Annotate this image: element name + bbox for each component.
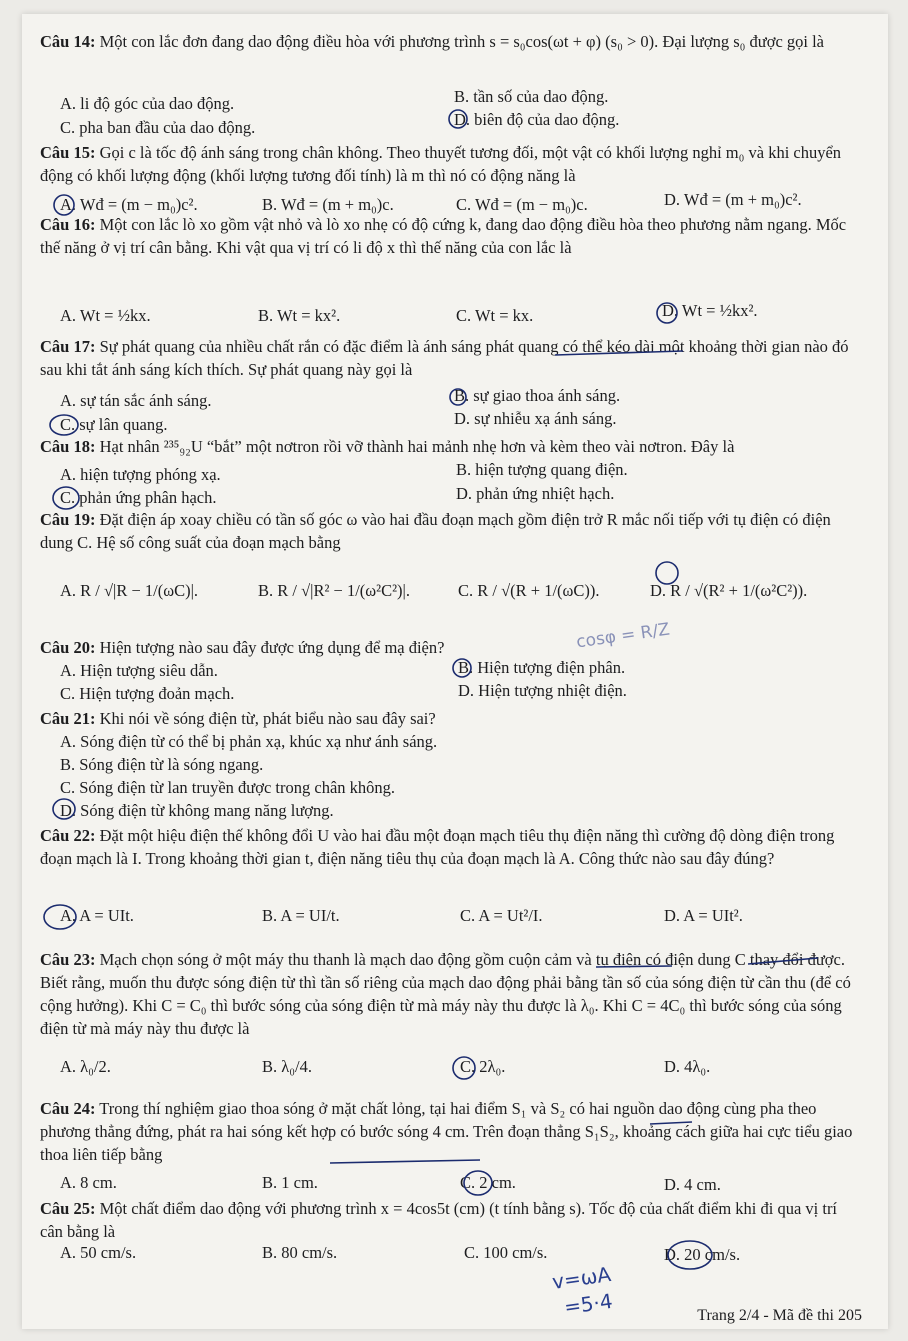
- question-number: Câu 16:: [40, 215, 96, 234]
- option-d: D. sự nhiễu xạ ánh sáng.: [454, 409, 617, 428]
- question-21: [40, 707, 860, 730]
- option-a: A. Sóng điện từ có thể bị phản xạ, khúc xạ như ánh sáng.: [60, 732, 438, 751]
- question-15: [40, 141, 860, 187]
- question-stem: Câu 18: Hạt nhân ²³⁵₉₂U “bắt” một nơtron rồi vỡ thành hai mảnh nhẹ hơn và kèm theo vài nơtron. Đây là: [40, 437, 735, 456]
- question-number: Câu 17:: [40, 337, 96, 356]
- option-d: D. phản ứng nhiệt hạch.: [456, 484, 615, 503]
- option-b: B. Hiện tượng điện phân.: [458, 658, 626, 677]
- option-d: D. Wđ = (m + m₀)c².: [664, 190, 802, 209]
- option-b: B. tần số của dao động.: [454, 87, 609, 106]
- option-a: A. A = UIt.: [60, 906, 134, 925]
- question-25: [40, 1197, 860, 1243]
- page-footer: Trang 2/4 - Mã đề thi 205: [697, 1307, 862, 1324]
- option-a: A. 50 cm/s.: [60, 1243, 137, 1262]
- option-d: D. Sóng điện từ không mang năng lượng.: [60, 801, 334, 820]
- question-19: [40, 508, 860, 554]
- question-stem: Câu 23: Mạch chọn sóng ở một máy thu thanh là mạch dao động gồm cuộn cảm và tụ điện có điện dung C thay đổi được. Biết rằng, muốn thu được sóng điện từ thì tần số riêng của mạch dao động phải bằng tần số của sóng điện từ cần thu (để có cộng hưởng). Khi C = C₀ thì bước sóng của sóng điện từ mà máy này thu được là λ₀. Khi C = 4C₀ thì bước sóng của sóng điện từ mà máy này thu được là: [40, 950, 851, 1038]
- option-b: B. Sóng điện từ là sóng ngang.: [60, 755, 264, 774]
- option-a: A. sự tán sắc ánh sáng.: [60, 391, 212, 410]
- option-d: D. A = UIt².: [664, 906, 743, 925]
- question-20: [40, 636, 860, 659]
- option-c: C. Wt = kx.: [456, 306, 534, 325]
- question-stem: Câu 21: Khi nói về sóng điện từ, phát biểu nào sau đây sai?: [40, 709, 436, 728]
- option-a: A. λ₀/2.: [60, 1057, 111, 1076]
- question-stem: Câu 14: Một con lắc đơn đang dao động điều hòa với phương trình s = s₀cos(ωt + φ) (s₀ > 0). Đại lượng s₀ được gọi là: [40, 32, 825, 51]
- option-c: C. phản ứng phân hạch.: [60, 488, 217, 507]
- option-d: D. biên độ của dao động.: [454, 110, 620, 129]
- option-a: A. R / √|R − 1/(ωC)|.: [60, 581, 199, 600]
- question-stem: Câu 22: Đặt một hiệu điện thế không đổi U vào hai đầu một đoạn mạch tiêu thụ điện năng thì cường độ dòng điện trong đoạn mạch là I. Trong khoảng thời gian t, điện năng tiêu thụ của đoạn mạch là A. Công thức nào sau đây đúng?: [40, 826, 835, 868]
- handwritten-note-velocity: v=ωA: [550, 1262, 613, 1294]
- question-number: Câu 14:: [40, 32, 96, 51]
- option-a: A. Wt = ½kx.: [60, 306, 151, 325]
- question-stem: Câu 25: Một chất điểm dao động với phương trình x = 4cos5t (cm) (t tính bằng s). Tốc độ của chất điểm khi đi qua vị trí cân bằng là: [40, 1199, 838, 1241]
- question-stem: Câu 20: Hiện tượng nào sau đây được ứng dụng để mạ điện?: [40, 638, 445, 657]
- question-number: Câu 20:: [40, 638, 96, 657]
- question-number: Câu 24:: [40, 1099, 96, 1118]
- option-b: B. 80 cm/s.: [262, 1243, 338, 1262]
- option-a: A. hiện tượng phóng xạ.: [60, 465, 221, 484]
- option-c: C. Sóng điện từ lan truyền được trong chân không.: [60, 778, 396, 797]
- option-c: C. 2 cm.: [460, 1173, 516, 1192]
- option-a: A. Wđ = (m − m₀)c².: [60, 195, 198, 214]
- question-number: Câu 19:: [40, 510, 96, 529]
- option-b: B. λ₀/4.: [262, 1057, 312, 1076]
- question-14: [40, 30, 860, 53]
- question-stem: Câu 19: Đặt điện áp xoay chiều có tần số góc ω vào hai đầu đoạn mạch gồm điện trở R mắc nối tiếp với tụ điện có điện dung C. Hệ số công suất của đoạn mạch bằng: [40, 510, 831, 552]
- question-stem: Câu 15: Gọi c là tốc độ ánh sáng trong chân không. Theo thuyết tương đối, một vật có khối lượng nghỉ m₀ và khi chuyển động có khối lượng động (khối lượng tương đối tính) là m thì nó có động năng là: [40, 143, 842, 185]
- option-b: B. A = UI/t.: [262, 906, 340, 925]
- question-18: [40, 435, 860, 458]
- option-d: D. 4 cm.: [664, 1175, 721, 1194]
- option-c: C. Wđ = (m − m₀)c.: [456, 195, 588, 214]
- question-number: Câu 21:: [40, 709, 96, 728]
- option-b: B. Wt = kx².: [258, 306, 341, 325]
- option-c: C. 2λ₀.: [460, 1057, 506, 1076]
- question-number: Câu 18:: [40, 437, 96, 456]
- option-c: C. sự lân quang.: [60, 415, 168, 434]
- question-stem: Câu 24: Trong thí nghiệm giao thoa sóng ở mặt chất lỏng, tại hai điểm S₁ và S₂ có hai nguồn dao động cùng pha theo phương thẳng đứng, phát ra hai sóng kết hợp có bước sóng 4 cm. Trên đoạn thẳng S₁S₂, khoảng cách giữa hai cực tiểu giao thoa liên tiếp bằng: [40, 1099, 853, 1164]
- option-c: C. Hiện tượng đoản mạch.: [60, 684, 235, 703]
- option-c: C. A = Ut²/I.: [460, 906, 543, 925]
- handwritten-note-value: =5·4: [562, 1288, 615, 1320]
- option-a: A. Hiện tượng siêu dẫn.: [60, 661, 218, 680]
- question-23: [40, 948, 860, 1040]
- question-number: Câu 22:: [40, 826, 96, 845]
- option-b: B. R / √|R² − 1/(ω²C²)|.: [258, 581, 410, 600]
- option-b: B. 1 cm.: [262, 1173, 318, 1192]
- question-17: [40, 335, 860, 381]
- option-d: D. 4λ₀.: [664, 1057, 711, 1076]
- option-b: B. hiện tượng quang điện.: [456, 460, 628, 479]
- question-number: Câu 25:: [40, 1199, 96, 1218]
- option-c: C. 100 cm/s.: [464, 1243, 548, 1262]
- option-a: A. 8 cm.: [60, 1173, 117, 1192]
- question-number: Câu 15:: [40, 143, 96, 162]
- question-24: [40, 1097, 860, 1166]
- question-number: Câu 23:: [40, 950, 96, 969]
- option-b: B. sự giao thoa ánh sáng.: [454, 386, 621, 405]
- option-c: C. pha ban đầu của dao động.: [60, 118, 256, 137]
- question-stem: Câu 17: Sự phát quang của nhiều chất rắn có đặc điểm là ánh sáng phát quang có thể kéo dài một khoảng thời gian nào đó sau khi tắt ánh sáng kích thích. Sự phát quang này gọi là: [40, 337, 849, 379]
- question-16: [40, 213, 860, 259]
- option-d: D. Hiện tượng nhiệt điện.: [458, 681, 627, 700]
- option-d: D. Wt = ½kx².: [662, 301, 758, 320]
- option-a: A. li độ góc của dao động.: [60, 94, 235, 113]
- question-22: [40, 824, 860, 870]
- option-d: D. R / √(R² + 1/(ω²C²)).: [650, 581, 808, 600]
- option-d: D. 20 cm/s.: [664, 1245, 741, 1264]
- option-c: C. R / √(R + 1/(ωC)).: [458, 581, 600, 600]
- option-b: B. Wđ = (m + m₀)c.: [262, 195, 394, 214]
- question-stem: Câu 16: Một con lắc lò xo gồm vật nhỏ và lò xo nhẹ có độ cứng k, đang dao động điều hòa theo phương nằm ngang. Mốc thế năng ở vị trí cân bằng. Khi vật qua vị trí có li độ x thì thế năng của con lắc là: [40, 215, 847, 257]
- handwritten-note-power-factor: cosφ = R/Z: [575, 619, 671, 653]
